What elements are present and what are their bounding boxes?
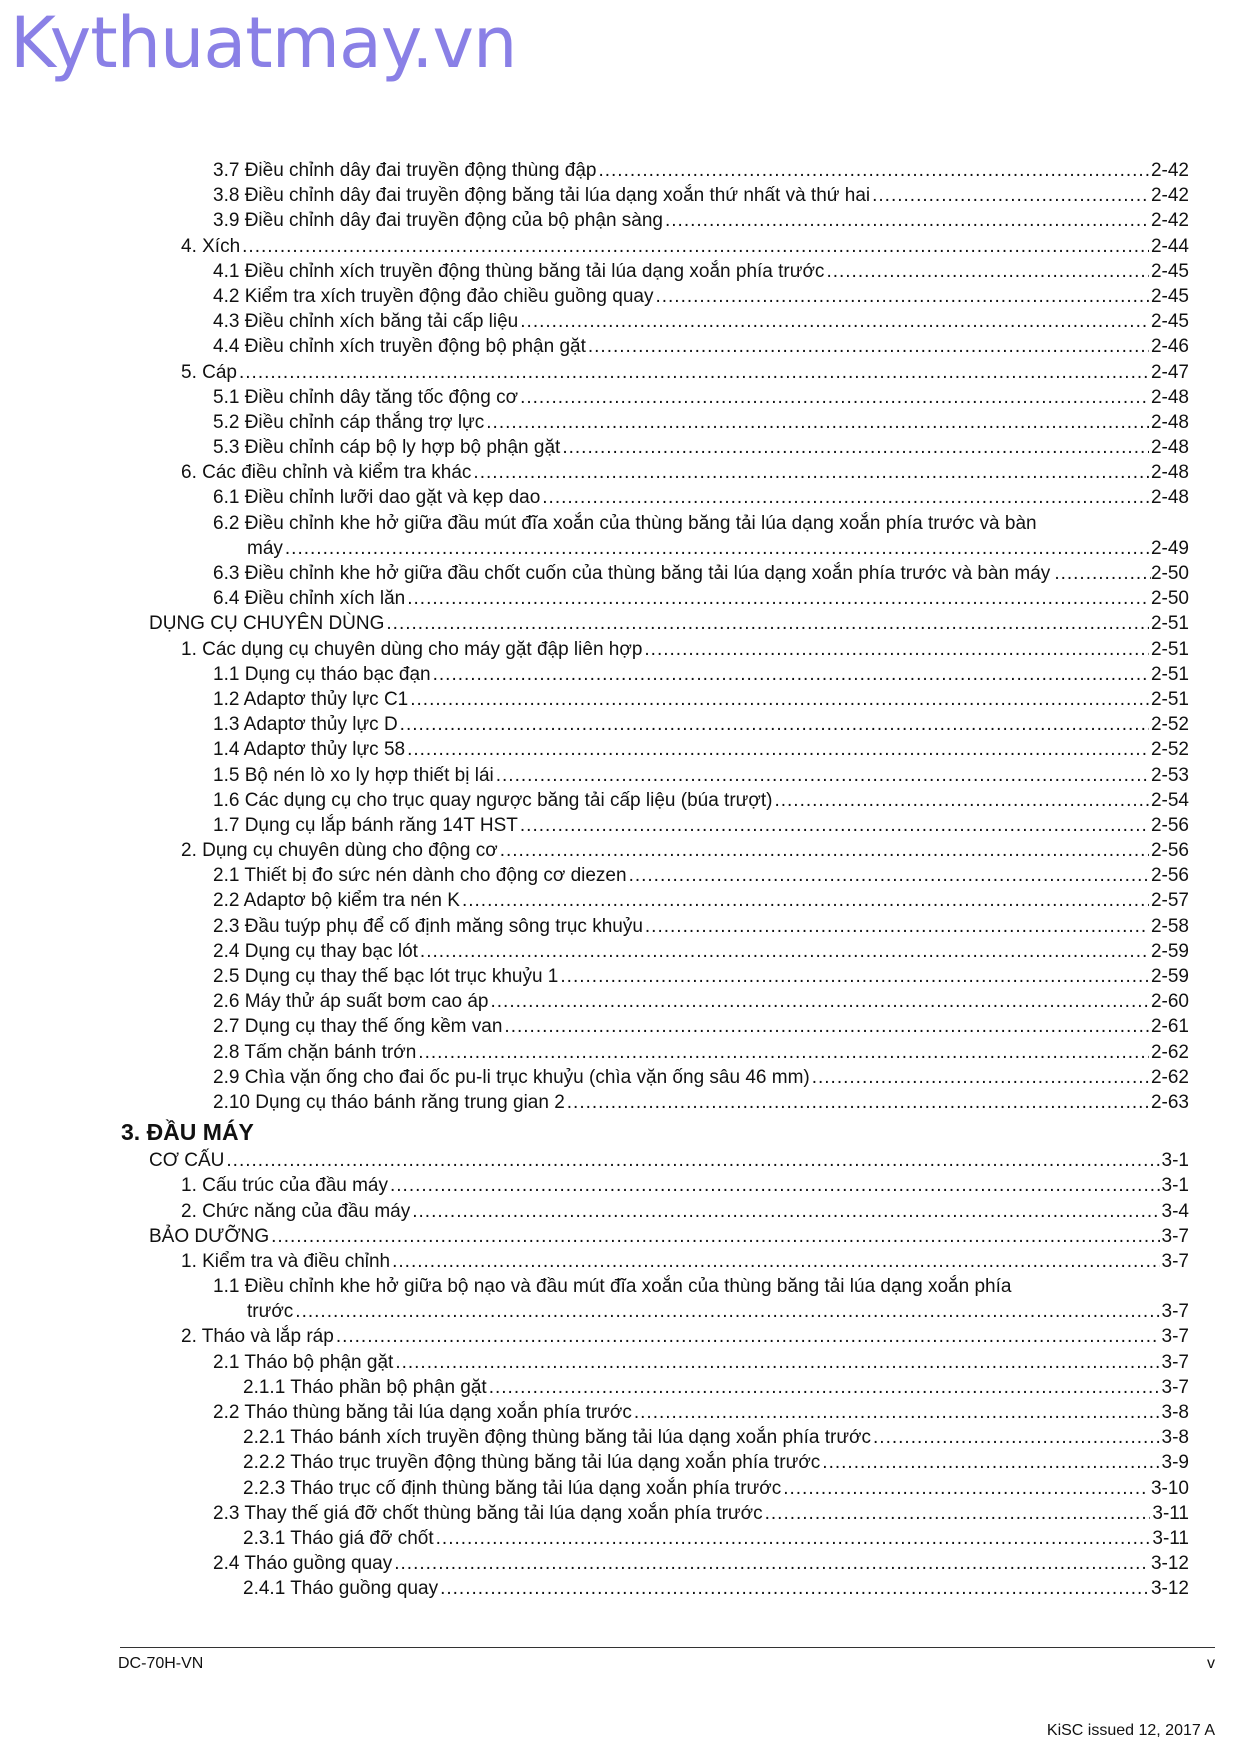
toc-entry-title: 2.2.1 Tháo bánh xích truyền động thùng băng tải lúa dạng xoắn phía trước bbox=[243, 1427, 872, 1449]
toc-entry[interactable] bbox=[0, 385, 1189, 410]
toc-entry-title: 6. Các điều chỉnh và kiểm tra khác bbox=[181, 462, 472, 484]
toc-entry[interactable] bbox=[0, 1199, 1189, 1224]
toc-dot-leader bbox=[826, 259, 1149, 284]
toc-entry[interactable] bbox=[0, 284, 1189, 309]
toc-dot-leader bbox=[542, 485, 1149, 510]
toc-entry-title: 2.4 Dụng cụ thay bạc lót bbox=[213, 940, 418, 962]
toc-dot-leader bbox=[440, 1576, 1149, 1601]
toc-entry[interactable] bbox=[0, 208, 1189, 233]
toc-entry-title: 1.6 Các dụng cụ cho trục quay ngược băng tải cấp liệu (búa trượt) bbox=[213, 789, 773, 811]
toc-entry-page: 2-48 bbox=[1150, 437, 1189, 459]
toc-dot-leader bbox=[489, 1375, 1160, 1400]
toc-entry-title: 2. Chức năng của đầu máy bbox=[181, 1200, 411, 1222]
toc-dot-leader bbox=[390, 1173, 1160, 1198]
toc-entry-title: 2.9 Chìa vặn ống cho đai ốc pu-li trục khuỷu (chìa vặn ống sâu 46 mm) bbox=[213, 1066, 810, 1088]
toc-entry-title: 2. Dụng cụ chuyên dùng cho động cơ bbox=[181, 840, 498, 862]
toc-entry[interactable] bbox=[0, 1526, 1189, 1551]
toc-dot-leader bbox=[400, 712, 1149, 737]
toc-dot-leader bbox=[394, 1551, 1149, 1576]
toc-dot-leader bbox=[285, 536, 1149, 561]
toc-entry[interactable] bbox=[0, 763, 1189, 788]
toc-entry-title: 6.1 Điều chỉnh lưỡi dao gặt và kẹp dao bbox=[213, 487, 541, 509]
toc-entry-page: 2-48 bbox=[1150, 462, 1189, 484]
toc-entry-title: 3.8 Điều chỉnh dây đai truyền động băng tải lúa dạng xoắn thứ nhất và thứ hai bbox=[213, 185, 871, 207]
toc-entry-page: 2-45 bbox=[1150, 285, 1189, 307]
toc-entry-page: 2-56 bbox=[1150, 814, 1189, 836]
toc-dot-leader bbox=[665, 208, 1149, 233]
toc-entry-title: 6.3 Điều chỉnh khe hở giữa đầu chốt cuốn của thùng băng tải lúa dạng xoắn phía trước và bàn máy bbox=[213, 563, 1051, 584]
toc-entry-title: 2.1.1 Tháo phần bộ phận gặt bbox=[243, 1376, 487, 1398]
toc-entry-page: 3-4 bbox=[1161, 1200, 1189, 1222]
toc-entry-title: 1.2 Adaptơ thủy lực C1 bbox=[213, 688, 409, 710]
toc-entry-title: 1.3 Adaptơ thủy lực D bbox=[213, 714, 398, 736]
toc-entry-title: 3.9 Điều chỉnh dây đai truyền động của bộ phận sàng bbox=[213, 210, 663, 232]
toc-entry-title: 5.2 Điều chỉnh cáp thắng trợ lực bbox=[213, 411, 485, 433]
toc-dot-leader bbox=[436, 1526, 1151, 1551]
table-of-contents bbox=[0, 158, 1241, 1602]
toc-entry[interactable] bbox=[0, 1040, 1189, 1065]
toc-entry-title: 2.3.1 Tháo giá đỡ chốt bbox=[243, 1527, 434, 1549]
toc-entry-page: 2-51 bbox=[1150, 638, 1189, 660]
toc-entry[interactable] bbox=[0, 1274, 1189, 1299]
toc-entry-page: 3-7 bbox=[1161, 1351, 1189, 1373]
toc-entry-title: 3.7 Điều chỉnh dây đai truyền động thùng đập bbox=[213, 160, 597, 181]
toc-entry-page: 2-44 bbox=[1150, 235, 1189, 257]
toc-entry[interactable] bbox=[0, 1501, 1189, 1526]
footer-divider bbox=[120, 1647, 1215, 1648]
toc-dot-leader bbox=[560, 964, 1149, 989]
toc-entry[interactable] bbox=[0, 561, 1189, 586]
toc-entry-page: 2-48 bbox=[1150, 487, 1189, 509]
toc-entry-page: 2-54 bbox=[1150, 789, 1189, 811]
toc-entry-page: 2-45 bbox=[1150, 260, 1189, 282]
toc-entry-title: 5. Cáp bbox=[181, 361, 237, 383]
toc-dot-leader bbox=[634, 1400, 1160, 1425]
toc-dot-leader bbox=[336, 1324, 1160, 1349]
toc-entry-title: 2.3 Thay thế giá đỡ chốt thùng băng tải lúa dạng xoắn phía trước bbox=[213, 1502, 763, 1524]
toc-entry[interactable] bbox=[0, 737, 1189, 762]
toc-entry[interactable] bbox=[0, 637, 1189, 662]
toc-entry-page: 2-52 bbox=[1150, 714, 1189, 736]
toc-entry[interactable] bbox=[0, 1324, 1189, 1349]
toc-dot-leader bbox=[433, 662, 1149, 687]
toc-entry-title: 6.4 Điều chỉnh xích lăn bbox=[213, 588, 406, 610]
toc-dot-leader bbox=[226, 1148, 1159, 1173]
toc-entry-page: 3-8 bbox=[1161, 1402, 1189, 1423]
toc-dot-leader bbox=[812, 1065, 1149, 1090]
toc-entry-page: 2-47 bbox=[1150, 361, 1189, 383]
toc-entry-page: 3-1 bbox=[1161, 1150, 1189, 1172]
toc-entry-page: 2-56 bbox=[1150, 840, 1189, 862]
toc-entry[interactable] bbox=[0, 1249, 1189, 1274]
toc-entry-page: 2-51 bbox=[1150, 663, 1189, 685]
toc-entry-title: 6.2 Điều chỉnh khe hở giữa đầu mút đĩa xoắn của thùng băng tải lúa dạng xoắn phía trước và bàn bbox=[213, 512, 1037, 534]
toc-dot-leader bbox=[520, 813, 1149, 838]
toc-entry[interactable] bbox=[0, 1375, 1189, 1400]
toc-dot-leader bbox=[486, 410, 1149, 435]
toc-dot-leader bbox=[588, 334, 1149, 359]
toc-dot-leader bbox=[500, 838, 1149, 863]
toc-dot-leader bbox=[645, 914, 1149, 939]
toc-entry-page: 2-62 bbox=[1150, 1066, 1189, 1088]
toc-entry[interactable] bbox=[0, 511, 1189, 536]
toc-dot-leader bbox=[412, 1199, 1159, 1224]
toc-entry[interactable] bbox=[0, 1425, 1189, 1450]
toc-entry-page: 2-45 bbox=[1150, 311, 1189, 333]
toc-entry-title: BẢO DƯỠNG bbox=[149, 1225, 270, 1247]
toc-dot-leader bbox=[765, 1501, 1151, 1526]
footer-issue-info: KiSC issued 12, 2017 A bbox=[1046, 1722, 1215, 1739]
toc-entry-title: 2.5 Dụng cụ thay thế bạc lót trục khuỷu 1 bbox=[213, 966, 559, 987]
toc-entry-page: 2-53 bbox=[1150, 764, 1189, 786]
toc-entry[interactable] bbox=[0, 863, 1189, 888]
toc-entry-page: 3-11 bbox=[1152, 1527, 1189, 1549]
toc-entry-title: 1.4 Adaptơ thủy lực 58 bbox=[213, 739, 406, 761]
toc-dot-leader bbox=[598, 158, 1149, 183]
toc-entry-page: 3-7 bbox=[1161, 1225, 1189, 1247]
toc-entry-page: 2-63 bbox=[1150, 1091, 1189, 1113]
section-heading: 3. ĐẦU MÁY bbox=[121, 1119, 254, 1146]
toc-entry-title: 4.1 Điều chỉnh xích truyền động thùng băng tải lúa dạng xoắn phía trước bbox=[213, 260, 825, 282]
toc-dot-leader bbox=[395, 1350, 1159, 1375]
toc-entry-title: 2.1 Tháo bộ phận gặt bbox=[213, 1351, 394, 1373]
toc-entry[interactable] bbox=[0, 460, 1189, 485]
toc-dot-leader bbox=[271, 1224, 1159, 1249]
toc-entry-title: CƠ CẤU bbox=[149, 1150, 225, 1172]
toc-entry-page: 2-60 bbox=[1150, 991, 1189, 1013]
toc-entry-page: 2-50 bbox=[1150, 588, 1189, 610]
toc-list-part-3 bbox=[0, 1148, 1241, 1601]
toc-entry-page: 2-56 bbox=[1150, 865, 1189, 887]
toc-dot-leader bbox=[872, 183, 1149, 208]
toc-entry-page: 3-11 bbox=[1152, 1502, 1189, 1524]
toc-entry-page: 3-7 bbox=[1161, 1376, 1189, 1398]
toc-dot-leader bbox=[491, 989, 1149, 1014]
toc-dot-leader bbox=[239, 360, 1149, 385]
toc-entry-page: 2-50 bbox=[1150, 563, 1189, 584]
toc-entry[interactable] bbox=[0, 259, 1189, 284]
toc-entry-page: 2-59 bbox=[1150, 940, 1189, 962]
toc-dot-leader bbox=[410, 687, 1149, 712]
toc-entry-page: 2-42 bbox=[1150, 185, 1189, 207]
toc-entry-page: 3-8 bbox=[1161, 1427, 1189, 1449]
toc-entry-page: 3-9 bbox=[1161, 1452, 1189, 1474]
toc-entry-page: 2-61 bbox=[1150, 1016, 1189, 1038]
toc-entry[interactable] bbox=[0, 1400, 1189, 1425]
toc-entry-page: 2-57 bbox=[1150, 890, 1189, 912]
toc-entry[interactable] bbox=[0, 485, 1189, 510]
toc-entry-title: 4.3 Điều chỉnh xích băng tải cấp liệu bbox=[213, 311, 519, 333]
toc-entry[interactable] bbox=[0, 888, 1189, 913]
toc-dot-leader bbox=[462, 888, 1149, 913]
toc-dot-leader bbox=[473, 460, 1149, 485]
toc-dot-leader bbox=[520, 385, 1149, 410]
toc-entry-title: 2.8 Tấm chặn bánh trớn bbox=[213, 1041, 417, 1063]
toc-dot-leader bbox=[407, 737, 1149, 762]
toc-entry-page: 3-12 bbox=[1150, 1553, 1189, 1575]
toc-entry-title: 2.7 Dụng cụ thay thế ống kềm van bbox=[213, 1016, 503, 1038]
toc-entry-title: 4.4 Điều chỉnh xích truyền động bộ phận gặt bbox=[213, 336, 586, 358]
footer-page-number: v bbox=[1207, 1655, 1215, 1672]
toc-entry-page: 2-49 bbox=[1150, 537, 1189, 559]
toc-entry[interactable] bbox=[0, 183, 1189, 208]
toc-entry-title: 1. Cấu trúc của đầu máy bbox=[181, 1175, 388, 1197]
toc-entry[interactable] bbox=[0, 662, 1189, 687]
toc-entry-title: 4.2 Kiểm tra xích truyền động đảo chiều guồng quay bbox=[213, 285, 654, 307]
footer-doc-code: DC-70H-VN bbox=[118, 1655, 204, 1672]
toc-entry-page: 2-42 bbox=[1150, 210, 1189, 232]
toc-entry-page: 3-7 bbox=[1161, 1301, 1189, 1323]
toc-dot-leader bbox=[418, 1040, 1149, 1065]
toc-entry[interactable] bbox=[0, 1476, 1189, 1501]
toc-entry[interactable] bbox=[0, 712, 1189, 737]
toc-dot-leader bbox=[567, 1090, 1149, 1115]
toc-entry-title: máy bbox=[247, 537, 283, 559]
toc-dot-leader bbox=[386, 611, 1149, 636]
toc-entry-title: 5.3 Điều chỉnh cáp bộ ly hợp bộ phận gặt bbox=[213, 437, 561, 459]
toc-entry-page: 2-42 bbox=[1150, 160, 1189, 181]
toc-dot-leader bbox=[774, 788, 1149, 813]
toc-entry-page: 2-62 bbox=[1150, 1041, 1189, 1063]
toc-entry-title: 1.7 Dụng cụ lắp bánh răng 14T HST bbox=[213, 814, 518, 836]
toc-entry-title: 1. Kiểm tra và điều chỉnh bbox=[181, 1250, 391, 1272]
toc-entry-title: 5.1 Điều chỉnh dây tăng tốc động cơ bbox=[213, 386, 519, 408]
toc-entry-title: 2. Tháo và lắp ráp bbox=[181, 1326, 334, 1348]
toc-entry-page: 2-52 bbox=[1150, 739, 1189, 761]
toc-entry[interactable] bbox=[0, 838, 1189, 863]
toc-entry-title: 1. Các dụng cụ chuyên dùng cho máy gặt đập liên hợp bbox=[181, 638, 643, 660]
toc-entry[interactable] bbox=[0, 939, 1189, 964]
toc-dot-leader bbox=[1054, 561, 1151, 586]
toc-entry-title: 1.5 Bộ nén lò xo ly hợp thiết bị lái bbox=[213, 764, 494, 786]
toc-entry-page: 3-10 bbox=[1150, 1477, 1189, 1499]
toc-entry[interactable] bbox=[0, 234, 1189, 259]
toc-entry[interactable] bbox=[0, 813, 1189, 838]
toc-entry-title: 1.1 Dụng cụ tháo bạc đạn bbox=[213, 663, 431, 685]
toc-entry-page: 3-7 bbox=[1161, 1250, 1189, 1272]
toc-entry-title: trước bbox=[247, 1301, 294, 1323]
toc-entry[interactable] bbox=[0, 989, 1189, 1014]
toc-entry-title: DỤNG CỤ CHUYÊN DÙNG bbox=[149, 613, 385, 635]
toc-entry[interactable] bbox=[0, 1173, 1189, 1198]
toc-entry-page: 2-58 bbox=[1150, 915, 1189, 937]
toc-list-part-2 bbox=[0, 158, 1241, 1115]
toc-entry[interactable] bbox=[0, 1299, 1189, 1324]
toc-entry[interactable] bbox=[0, 964, 1189, 989]
toc-dot-leader bbox=[644, 637, 1149, 662]
toc-entry[interactable] bbox=[0, 914, 1189, 939]
toc-dot-leader bbox=[562, 435, 1149, 460]
toc-dot-leader bbox=[504, 1014, 1149, 1039]
toc-entry[interactable] bbox=[0, 1450, 1189, 1475]
toc-dot-leader bbox=[242, 234, 1149, 259]
toc-entry-page: 3-7 bbox=[1161, 1326, 1189, 1348]
toc-entry[interactable] bbox=[0, 1065, 1189, 1090]
toc-dot-leader bbox=[420, 939, 1149, 964]
toc-entry-page: 2-46 bbox=[1150, 336, 1189, 358]
toc-entry[interactable] bbox=[0, 1551, 1189, 1576]
toc-dot-leader bbox=[873, 1425, 1160, 1450]
toc-entry[interactable] bbox=[0, 309, 1189, 334]
toc-entry-page: 2-59 bbox=[1150, 966, 1189, 987]
toc-entry-page: 2-51 bbox=[1150, 688, 1189, 710]
toc-entry-title: 2.2.3 Tháo trục cố định thùng băng tải lúa dạng xoắn phía trước bbox=[243, 1477, 782, 1499]
toc-dot-leader bbox=[295, 1299, 1159, 1324]
toc-entry-title: 2.10 Dụng cụ tháo bánh răng trung gian 2 bbox=[213, 1091, 565, 1113]
toc-entry-title: 2.2 Adaptơ bộ kiểm tra nén K bbox=[213, 890, 460, 912]
toc-entry[interactable] bbox=[0, 1224, 1189, 1249]
toc-entry[interactable] bbox=[0, 788, 1189, 813]
toc-dot-leader bbox=[392, 1249, 1159, 1274]
toc-entry[interactable] bbox=[0, 1090, 1189, 1115]
toc-entry[interactable] bbox=[0, 334, 1189, 359]
toc-entry[interactable] bbox=[0, 1576, 1189, 1601]
toc-entry[interactable] bbox=[0, 1350, 1189, 1375]
toc-entry[interactable] bbox=[0, 611, 1189, 636]
toc-entry-page: 3-1 bbox=[1161, 1175, 1189, 1197]
toc-entry[interactable] bbox=[0, 435, 1189, 460]
toc-dot-leader bbox=[655, 284, 1149, 309]
toc-dot-leader bbox=[629, 863, 1149, 888]
toc-dot-leader bbox=[407, 586, 1149, 611]
toc-entry[interactable] bbox=[0, 1148, 1189, 1173]
toc-dot-leader bbox=[822, 1450, 1159, 1475]
toc-entry-page: 2-48 bbox=[1150, 386, 1189, 408]
toc-entry[interactable] bbox=[0, 536, 1189, 561]
toc-entry-title: 2.6 Máy thử áp suất bơm cao áp bbox=[213, 991, 489, 1013]
toc-dot-leader bbox=[783, 1476, 1149, 1501]
toc-entry-title: 2.1 Thiết bị đo sức nén dành cho động cơ diezen bbox=[213, 865, 627, 887]
toc-entry-title: 2.4.1 Tháo guồng quay bbox=[243, 1578, 439, 1600]
toc-entry-title: 1.1 Điều chỉnh khe hở giữa bộ nạo và đầu mút đĩa xoắn của thùng băng tải lúa dạng xoắn phía bbox=[213, 1276, 1012, 1298]
watermark-logo: Kythuatmay.vn bbox=[10, 2, 517, 84]
toc-entry-title: 2.4 Tháo guồng quay bbox=[213, 1553, 393, 1575]
toc-entry-page: 2-48 bbox=[1150, 411, 1189, 433]
toc-entry-title: 2.2.2 Tháo trục truyền động thùng băng tải lúa dạng xoắn phía trước bbox=[243, 1452, 821, 1474]
toc-entry[interactable] bbox=[0, 1014, 1189, 1039]
toc-entry[interactable] bbox=[0, 410, 1189, 435]
toc-entry-page: 2-51 bbox=[1150, 613, 1189, 635]
toc-dot-leader bbox=[496, 763, 1149, 788]
toc-entry[interactable] bbox=[0, 158, 1189, 183]
toc-entry-title: 2.2 Tháo thùng băng tải lúa dạng xoắn phía trước bbox=[213, 1402, 632, 1423]
toc-dot-leader bbox=[520, 309, 1149, 334]
toc-entry-title: 2.3 Đầu tuýp phụ để cố định măng sông trục khuỷu bbox=[213, 915, 643, 937]
toc-entry-page: 3-12 bbox=[1150, 1578, 1189, 1600]
toc-entry[interactable] bbox=[0, 360, 1189, 385]
toc-entry[interactable] bbox=[0, 586, 1189, 611]
toc-entry-title: 4. Xích bbox=[181, 235, 241, 257]
toc-entry[interactable] bbox=[0, 687, 1189, 712]
